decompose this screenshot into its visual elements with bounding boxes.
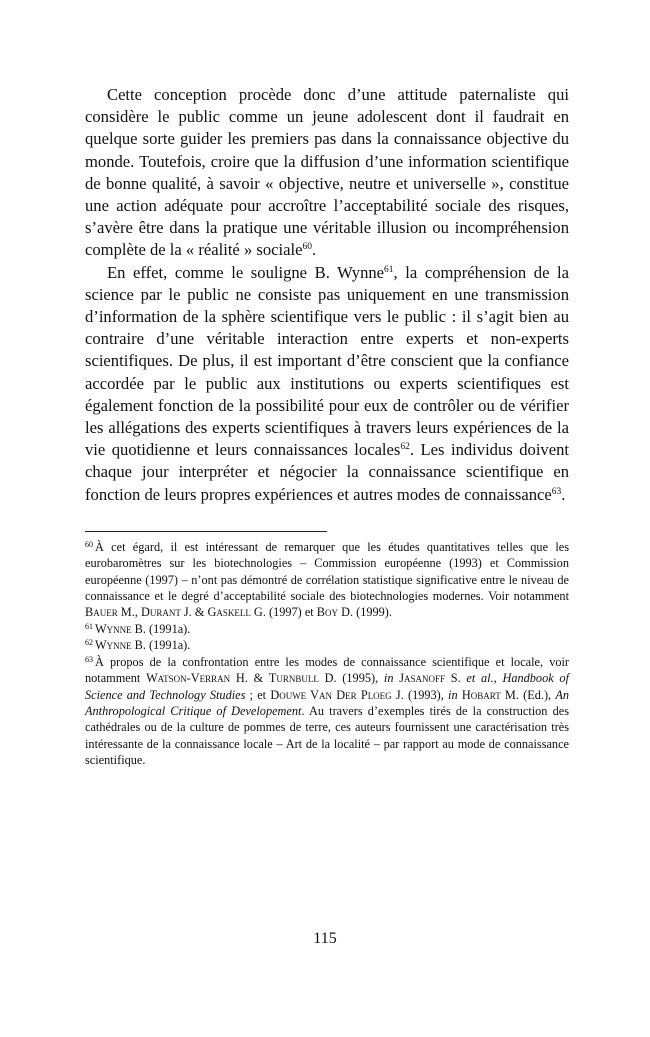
paragraph-1-end: .	[311, 240, 317, 260]
footnote-number: 60	[85, 539, 93, 549]
footnote-text: &	[247, 671, 269, 686]
footnote-number: 61	[85, 621, 93, 631]
book-title: et al., Handbook of Science and Technology Studies	[85, 671, 569, 702]
author-name: Wynne B.	[95, 638, 146, 653]
footnote-separator	[85, 531, 327, 532]
paragraph-2-text-c: . Les individus doivent chaque jour interpréter et négocier la connaissance scientifique en fonction de leurs propres expériences et autres modes de connaissance	[85, 440, 569, 504]
footnote-text: (1991a).	[145, 638, 191, 653]
footnote-text: (1995),	[336, 671, 384, 686]
author-name: Durant J.	[140, 605, 192, 620]
footnote-text: À propos de la confrontation entre les modes de connaissance scientifique et locale, voir notamment	[85, 654, 569, 686]
author-name: Wynne B.	[95, 621, 146, 636]
author-name: Douwe Van Der Ploeg J.	[270, 687, 404, 702]
paragraph-2-text-b: , la compréhension de la science par le public ne consiste pas uniquement en une transmission d’information de la sphère scientifique vers le public : il s’agit bien au contraire d’une véritable interaction entre experts et non-experts scientifiques. De plus, il est important d’être conscient que la confiance accordée par le public aux institutions ou experts scientifiques est également fonction de la possibilité pour eux de contrôler ou de vérifier les allégations des experts scientifiques à travers leurs expériences de la vie quotidienne et leurs connaissances locales	[85, 262, 570, 460]
author-name: Turnbull D.	[268, 671, 337, 686]
footnote-number: 62	[85, 638, 93, 648]
footnote-number: 63	[85, 654, 93, 664]
footnote-text: À cet égard, il est intéressant de remarquer que les études quantitatives telles que les eurobaromètres sur les biotechnologies – Commission européenne (1993) et Commission européenne (1997) – n’ont pas démontré de corrélation statistique significative entre le niveau de connaissance et le degré d’acceptabilité sociale des biotechnologies modernes. Voir notamment	[85, 539, 569, 604]
paragraph-1	[85, 84, 569, 262]
footnote-text: (1999).	[353, 605, 392, 620]
footnote-text: . Au travers d’exemples tirés de la construction des cathédrales ou de la culture de pommes de terre, ces auteurs fournissent une caractérisation très intéressante de la connaissance locale – Art de la localité – par rapport au mode de connaissance scientifique.	[85, 703, 569, 768]
footnote-ref-63[interactable]: 63	[551, 486, 562, 497]
footnote-text: ; et	[245, 687, 271, 702]
footnote-ref-62[interactable]: 62	[400, 442, 410, 453]
author-name: Watson-Verran H.	[146, 671, 248, 686]
footnote-text: (1993),	[403, 687, 449, 702]
footnote-62	[85, 637, 569, 653]
footnote-text: (Ed.),	[518, 687, 556, 702]
paragraph-2-end: .	[561, 484, 566, 504]
footnotes	[85, 539, 569, 769]
page-number: 115	[313, 930, 337, 947]
author-name: Boy D.	[316, 605, 354, 620]
page	[85, 84, 569, 769]
book-title: An Anthropological Critique of Developement	[85, 687, 569, 718]
author-name: Gaskell G.	[207, 605, 266, 620]
footnote-ref-60[interactable]: 60	[302, 242, 312, 253]
paragraph-2	[85, 262, 569, 506]
in-label: in	[383, 671, 394, 686]
author-name: Hobart M.	[461, 687, 519, 702]
body-text	[85, 84, 569, 506]
footnote-61	[85, 621, 569, 637]
in-label: in	[448, 687, 458, 702]
author-name: Jasanoff S.	[399, 671, 461, 686]
footnote-60	[85, 539, 569, 621]
author-name: Bauer M.,	[85, 605, 141, 620]
footnote-text: &	[191, 605, 208, 620]
footnote-text: (1991a).	[145, 621, 191, 636]
paragraph-1-text: Cette conception procède donc d’une attitude paternaliste qui considère le public comme un jeune adolescent dont il faudrait en quelque sorte guider les premiers pas dans la connaissance objective du monde. Toutefois, croire que la diffusion d’une information scientifique de bonne qualité, à savoir « objective, neutre et universelle », constitue une action adéquate pour accroître l’acceptabilité sociale des risques, s’avère être dans la pratique une véritable illusion ou incompréhension complète de la « réalité » sociale	[85, 85, 569, 260]
paragraph-2-text-a: En effet, comme le souligne B. Wynne	[107, 262, 385, 282]
footnote-text: (1997) et	[265, 605, 317, 620]
footnote-63	[85, 654, 569, 769]
footnote-ref-61[interactable]: 61	[384, 264, 394, 275]
